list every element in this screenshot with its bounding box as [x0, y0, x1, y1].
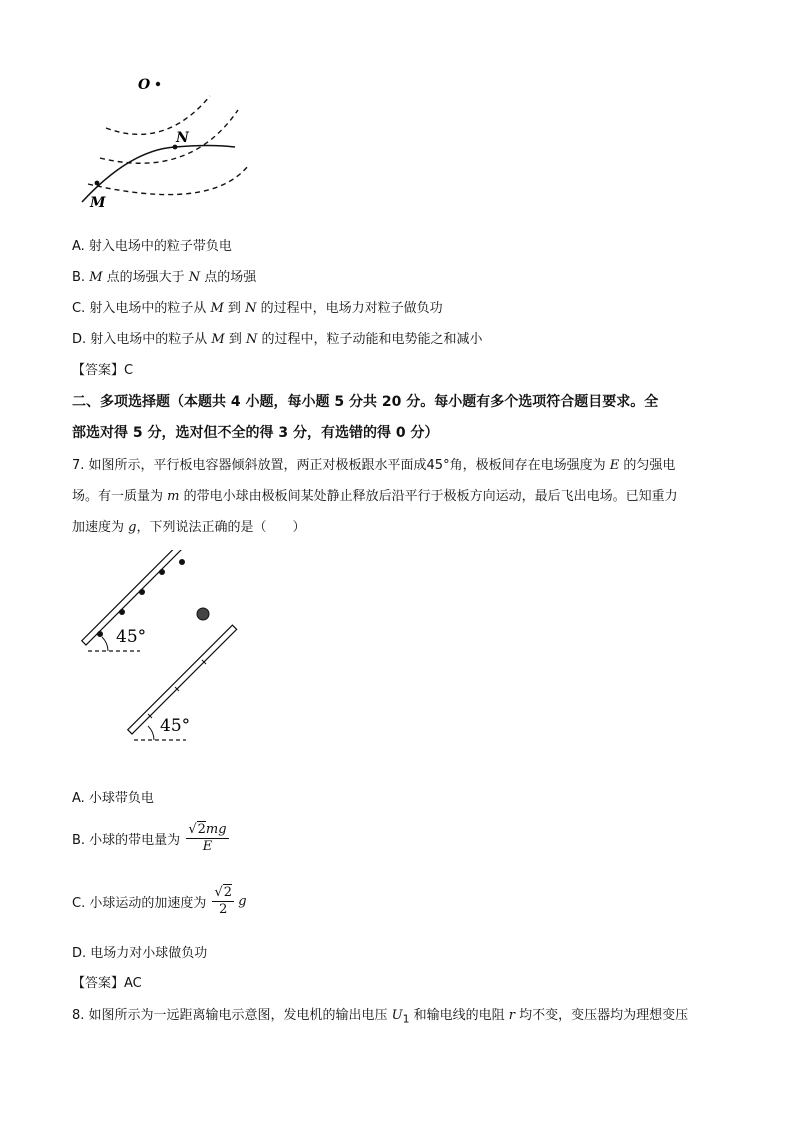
label-M: M: [90, 195, 106, 211]
lower-angle-arc: [148, 726, 154, 740]
upper-angle-label: 45°: [116, 627, 147, 647]
upper-angle-arc: [102, 637, 108, 651]
q7-stem-line2: 场。有一质量为 m 的带电小球由极板间某处静止释放后沿平行于极板方向运动，最后飞出电场。已知重力: [72, 489, 678, 504]
particle-trajectory: [82, 146, 235, 203]
capacitor-figure: [78, 550, 248, 750]
section-heading-line2: 部选对得 5 分，选对但不全的得 3 分，有选错的得 0 分）: [72, 425, 439, 441]
charged-ball: [197, 608, 209, 620]
label-O: O: [138, 77, 151, 93]
field-lines-figure: [70, 70, 260, 220]
q6-option-a: A. 射入电场中的粒子带负电: [72, 239, 232, 254]
q8-stem-line1: 8. 如图所示为一远距离输电示意图，发电机的输出电压 $U_1$ 和输电线的电阻 r 均不变，变压器均为理想变压: [72, 1008, 689, 1026]
q7-stem-line3: 加速度为 g，下列说法正确的是（ ）: [72, 520, 306, 535]
section-heading-line1: 二、多项选择题（本题共 4 小题，每小题 5 分共 20 分。每小题有多个选项符合题目要求。全: [72, 394, 659, 410]
acceleration-fraction: $\frac{√2}{2}$: [214, 885, 233, 917]
charge-dot-5: [179, 559, 185, 565]
q6-option-d: D. 射入电场中的粒子从 M 到 N 的过程中，粒子动能和电势能之和减小: [72, 332, 483, 347]
q6-answer: 【答案】C: [72, 363, 134, 378]
equipotential-line-outer: [88, 166, 248, 195]
charge-dot-1: [97, 631, 103, 637]
charge-fraction: $\frac{√2mg}{E}$: [188, 822, 227, 854]
q7-option-d: D. 电场力对小球做负功: [72, 946, 208, 961]
label-N: N: [176, 130, 189, 146]
q6-option-b: B. M 点的场强大于 N 点的场强: [72, 270, 257, 285]
equipotential-line-inner: [106, 96, 210, 134]
q7-option-a: A. 小球带负电: [72, 791, 154, 806]
lower-angle-label: 45°: [160, 716, 191, 736]
charge-dot-4: [159, 569, 165, 575]
point-O: [156, 82, 160, 86]
charge-dot-2: [119, 609, 125, 615]
equipotential-line-middle: [100, 110, 238, 163]
q6-option-c: C. 射入电场中的粒子从 M 到 N 的过程中，电场力对粒子做负功: [72, 301, 443, 316]
q7-answer: 【答案】AC: [72, 976, 142, 991]
charge-dot-3: [139, 589, 145, 595]
q7-option-c: C. 小球运动的加速度为 $\frac{√2}{2}$ g: [72, 885, 247, 917]
point-M: [95, 181, 100, 186]
q7-option-b: B. 小球的带电量为 $\frac{√2mg}{E}$: [72, 822, 227, 854]
q7-stem-line1: 7. 如图所示，平行板电容器倾斜放置，两正对极板跟水平面成45°角，极板间存在电场强度为 E 的匀强电: [72, 458, 676, 473]
